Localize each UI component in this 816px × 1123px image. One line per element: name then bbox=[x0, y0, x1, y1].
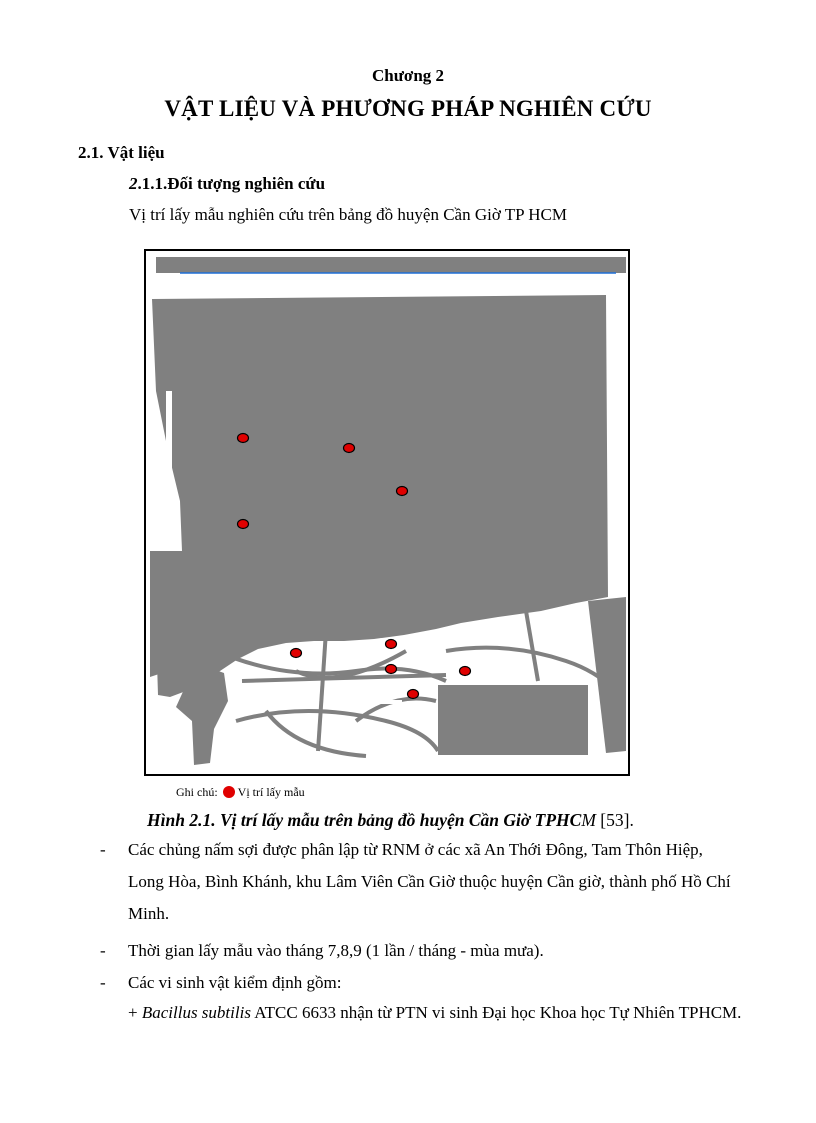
intro-paragraph: Vị trí lấy mẫu nghiên cứu trên bảng đồ huyện Cần Giờ TP HCM bbox=[129, 205, 567, 224]
map-image bbox=[146, 251, 628, 774]
caption-title: Hình 2.1. Vị trí lấy mẫu trên bảng đồ huyện Cần Giờ TPHC bbox=[147, 810, 582, 830]
caption-reference: [53]. bbox=[595, 810, 634, 830]
bullet-text: Các vi sinh vật kiểm định gồm: bbox=[128, 973, 342, 992]
sub-bullet-text: ATCC 6633 nhận từ PTN vi sinh Đại học Khoa học Tự Nhiên TPHCM. bbox=[250, 1003, 742, 1022]
legend-item: Vị trí lấy mẫu bbox=[237, 785, 305, 799]
map-legend bbox=[176, 785, 305, 800]
chapter-number: Chương 2 bbox=[371, 66, 445, 85]
sub-bullet-prefix: + bbox=[128, 1003, 142, 1022]
bullet-dash: - bbox=[100, 941, 106, 960]
chapter-title: VẬT LIỆU VÀ PHƯƠNG PHÁP NGHIÊN CỨU bbox=[164, 96, 652, 121]
subsection-number: 2 bbox=[129, 174, 138, 193]
bullet-dash: - bbox=[100, 973, 106, 992]
subsection-title: .1.1.Đối tượng nghiên cứu bbox=[137, 174, 326, 193]
map-figure bbox=[144, 249, 630, 776]
marker-icon bbox=[223, 786, 235, 798]
subsection-heading bbox=[129, 174, 325, 194]
sub-list-item bbox=[128, 997, 742, 1029]
caption-title-end: M bbox=[581, 810, 596, 830]
legend-label: Ghi chú: bbox=[176, 785, 218, 799]
bullet-text: Thời gian lấy mẫu vào tháng 7,8,9 (1 lần / tháng - mùa mưa). bbox=[128, 941, 544, 960]
figure-caption bbox=[147, 810, 634, 831]
bullet-dash: - bbox=[100, 840, 106, 859]
species-name: Bacillus subtilis bbox=[141, 1003, 251, 1022]
bullet-text: Các chủng nấm sợi được phân lập từ RNM ở các xã An Thới Đông, Tam Thôn Hiệp, Long Hòa, Bình Khánh, khu Lâm Viên Cần Giờ thuộc huyện Cần giờ, thành phố Hồ Chí Minh. bbox=[128, 840, 731, 923]
section-heading: 2.1. Vật liệu bbox=[78, 143, 165, 162]
